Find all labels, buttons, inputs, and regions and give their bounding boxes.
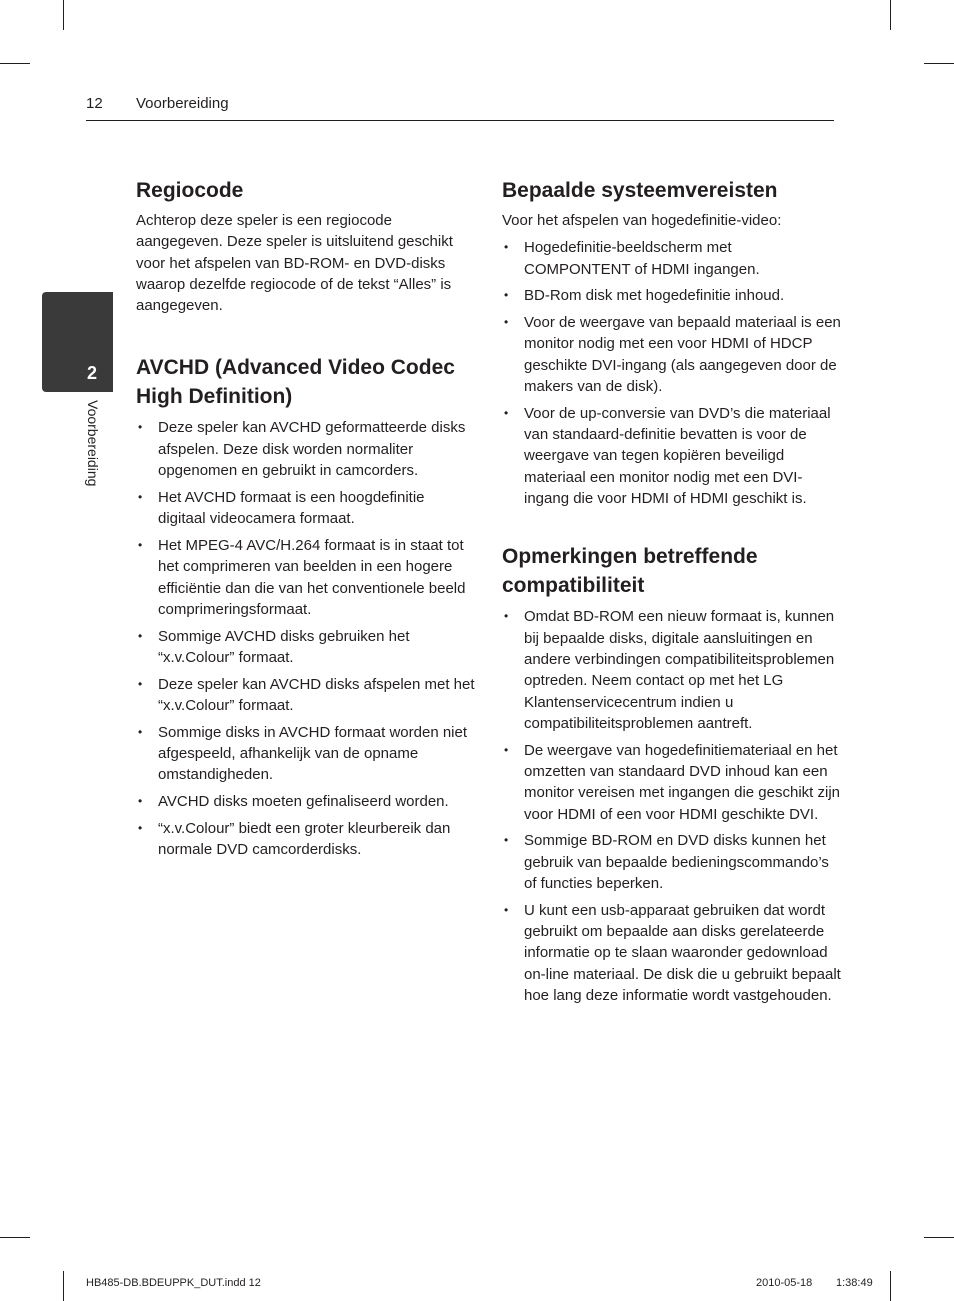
list-item: • Sommige disks in AVCHD formaat worden niet afgespeeld, afhankelijk van de opname omstandigheden. — [136, 722, 476, 786]
right-column — [502, 176, 842, 1012]
crop-mark — [0, 63, 30, 64]
crop-mark — [924, 63, 954, 64]
crop-mark — [890, 1271, 891, 1301]
list-item: • Sommige BD-ROM en DVD disks kunnen het gebruik van bepaalde bedieningscommando’s of functies beperken. — [502, 830, 842, 894]
footer-time: 1:38:49 — [836, 1277, 873, 1289]
section-text: Achterop deze speler is een regiocode aangegeven. Deze speler is uitsluitend geschikt voor het afspelen van BD-ROM- en DVD-disks waarop dezelfde regiocode of de tekst “Alles” is aangegeven. — [136, 212, 453, 315]
list-item: • Voor de up-conversie van DVD’s die materiaal van standaard-definitie bevatten is voor de weergave van tegen kopiëren beveiligd materiaal een monitor nodig met een DVI-ingang die voor HDMI of HDMI geschikt is. — [502, 403, 842, 509]
list-item: • Hogedefinitie-beeldscherm met COMPONTENT of HDMI ingangen. — [502, 237, 842, 280]
crop-mark — [924, 1237, 954, 1238]
left-column — [136, 176, 476, 866]
page-number: 12 — [86, 95, 103, 112]
list-item: • BD-Rom disk met hogedefinitie inhoud. — [502, 285, 842, 306]
list-item: • U kunt een usb-apparaat gebruiken dat wordt gebruikt om bepaalde aan disks gerelateerde informatie op te slaan waaronder gedownload on-line materiaal. De disk die u gebruikt bepaalt hoe lang deze informatie wordt vastgehouden. — [502, 900, 842, 1006]
section-avchd — [136, 353, 476, 860]
chapter-number: 2 — [86, 363, 97, 383]
crop-mark — [890, 0, 891, 30]
list-item: • Het MPEG-4 AVC/H.264 formaat is in staat tot het comprimeren van beelden in een hogere efficiëntie dan die van het conventionele beeld comprimeringsformaat. — [136, 535, 476, 620]
chapter-label: Voorbereiding — [85, 400, 101, 487]
list-item: • Omdat BD-ROM een nieuw formaat is, kunnen bij bepaalde disks, digitale aansluitingen en andere verbindingen compatibiliteitsproblemen optreden. Neem contact op met het LG Klantenservicecentrum indien u compatibiliteitsproblemen aantreft. — [502, 606, 842, 734]
footer-date: 2010-05-18 — [756, 1277, 813, 1289]
section-intro: Voor het afspelen van hogedefinitie-video: — [502, 212, 782, 229]
list-item: • Voor de weergave van bepaald materiaal is een monitor nodig met een voor HDMI of HDCP geschikte DVI-ingang (als aangegeven door de makers van de disk). — [502, 312, 842, 397]
crop-mark — [0, 1237, 30, 1238]
list-item: • Sommige AVCHD disks gebruiken het “x.v.Colour” formaat. — [136, 626, 476, 669]
list-item: • “x.v.Colour” biedt een groter kleurbereik dan normale DVD camcorderdisks. — [136, 818, 476, 861]
section-regiocode — [136, 176, 476, 316]
running-title: Voorbereiding — [136, 95, 229, 112]
chapter-tab — [42, 292, 113, 392]
bullet-list — [136, 417, 476, 860]
footer-file: HB485-DB.BDEUPPK_DUT.indd 12 — [86, 1277, 261, 1289]
section-title: AVCHD (Advanced Video Codec High Definition) — [136, 356, 455, 409]
section-title: Regiocode — [136, 179, 244, 202]
list-item: • Deze speler kan AVCHD disks afspelen met het “x.v.Colour” formaat. — [136, 674, 476, 717]
crop-mark — [63, 0, 64, 30]
crop-mark — [63, 1271, 64, 1301]
section-title: Opmerkingen betreffende compatibiliteit — [502, 545, 758, 598]
bullet-list — [502, 237, 842, 509]
list-item: • AVCHD disks moeten gefinaliseerd worden. — [136, 791, 476, 812]
section-compatibility — [502, 542, 842, 1006]
bullet-list — [502, 606, 842, 1006]
list-item: • Het AVCHD formaat is een hoogdefinitie digitaal videocamera formaat. — [136, 487, 476, 530]
list-item: • De weergave van hogedefinitiemateriaal en het omzetten van standaard DVD inhoud kan een monitor vereisen met ingangen die geschikt zijn voor HDMI of een voor HDMI geschikte DVI. — [502, 740, 842, 825]
list-item: • Deze speler kan AVCHD geformatteerde disks afspelen. Deze disk worden normaliter opgenomen en gebruikt in camcorders. — [136, 417, 476, 481]
section-system-requirements — [502, 176, 842, 509]
page-header — [86, 94, 834, 121]
section-title: Bepaalde systeemvereisten — [502, 179, 778, 202]
